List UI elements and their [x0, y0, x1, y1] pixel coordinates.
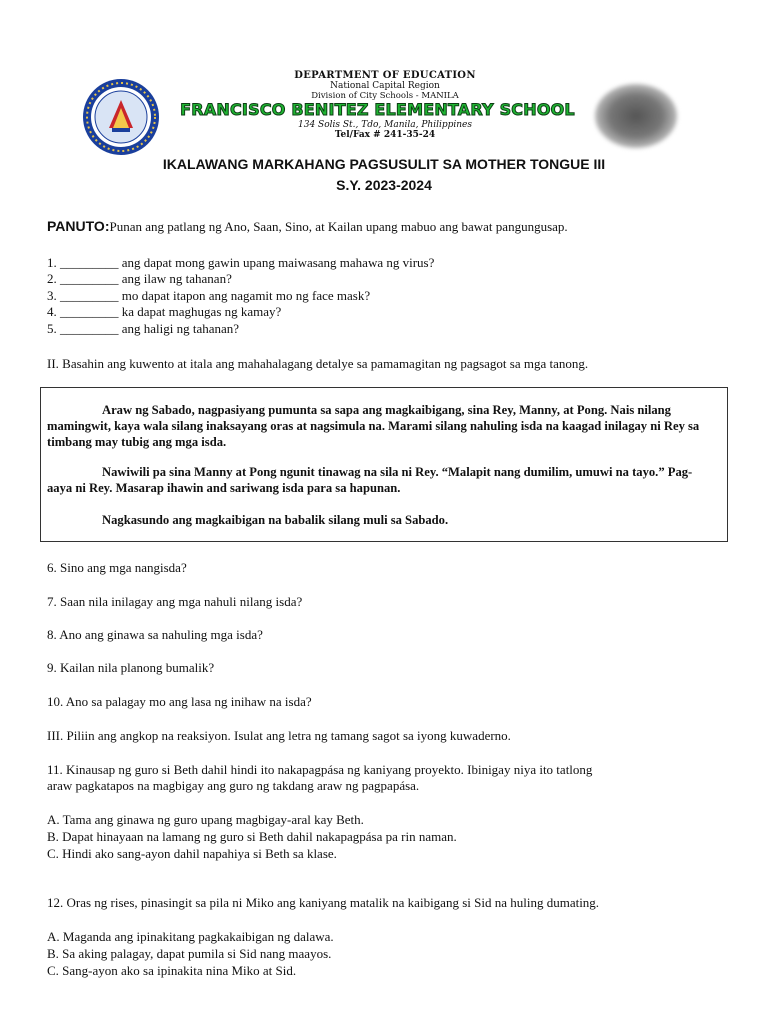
story-paragraph-1: Araw ng Sabado, nagpasiyang pumunta sa sapa ang magkaibigang, sina Rey, Manny, at Pong. Nais nilang mamingwit, kaya wala silang inaksayang oras at nagsimula na. Marami silang nahuling isda na kaagad inilagay ni Rey sa timbang may tubig ang mga isda.: [47, 403, 700, 449]
story-paragraph-3: Nagkasundo ang magkaibigan na babalik silang muli sa Sabado.: [102, 513, 449, 527]
panuto-instruction: Punan ang patlang ng Ano, Saan, Sino, at Kailan upang mabuo ang bawat pangungusap.: [109, 219, 568, 234]
question-9: 9. Kailan nila planong bumalik?: [47, 660, 215, 675]
q12-choice-b: B. Sa aking palagay, dapat pumila si Sid nang maayos.: [47, 946, 332, 961]
question-8: 8. Ano ang ginawa sa nahuling mga isda?: [47, 627, 263, 642]
department-name: DEPARTMENT OF EDUCATION: [294, 70, 476, 81]
division-name: Division of City Schools - MANILA: [311, 91, 459, 101]
question-7: 7. Saan nila inilagay ang mga nahuli nilang isda?: [47, 594, 303, 609]
question-3: 3. _________ mo dapat itapon ang nagamit mo ng face mask?: [47, 288, 371, 303]
question-5: 5. _________ ang haligi ng tahanan?: [47, 321, 240, 336]
part3-instruction: III. Piliin ang angkop na reaksiyon. Isulat ang letra ng tamang sagot sa iyong kuwaderno.: [47, 728, 511, 743]
school-name: FRANCISCO BENITEZ ELEMENTARY SCHOOL: [180, 100, 575, 119]
school-year: S.Y. 2023-2024: [336, 177, 432, 193]
q11-choice-b: B. Dapat hinayaan na lamang ng guro si Beth dahil nakapagpása pa rin naman.: [47, 829, 457, 844]
q12-choice-a: A. Maganda ang ipinakitang pagkakaibigan ng dalawa.: [47, 929, 334, 944]
question-1: 1. _________ ang dapat mong gawin upang maiwasang mahawa ng virus?: [47, 255, 435, 270]
question-10: 10. Ano sa palagay mo ang lasa ng inihaw na isda?: [47, 694, 312, 709]
question-6: 6. Sino ang mga nangisda?: [47, 560, 187, 575]
school-tel: Tel/Fax # 241-35-24: [334, 130, 436, 140]
deped-seal-icon: [82, 78, 160, 156]
exam-title: IKALAWANG MARKAHANG PAGSUSULIT SA MOTHER TONGUE III: [162, 156, 606, 172]
question-11-line-1: 11. Kinausap ng guro si Beth dahil hindi ito nakapagpása ng kaniyang proyekto. Ibinigay niya ito tatlong: [47, 762, 593, 777]
question-2: 2. _________ ang ilaw ng tahanan?: [47, 271, 232, 286]
part2-instruction: II. Basahin ang kuwento at itala ang mahahalagang detalye sa pamamagitan ng pagsagot sa mga tanong.: [47, 356, 589, 371]
school-address: 134 Solis St., Tdo, Manila, Philippines: [298, 120, 472, 130]
question-4: 4. _________ ka dapat maghugas ng kamay?: [47, 304, 282, 319]
panuto-line: [47, 218, 568, 235]
story-paragraph-2: Nawiwili pa sina Manny at Pong ngunit tinawag na sila ni Rey. “Malapit nang dumilim, umuwi na tayo.” Pag-aaya ni Rey. Masarap ihawin and sariwang isda para sa hapunan.: [47, 465, 693, 495]
q11-choice-a: A. Tama ang ginawa ng guro upang magbigay-aral kay Beth.: [47, 812, 364, 827]
question-11-line-2: araw pagkatapos na magbigay ang guro ng takdang araw ng pagpapása.: [47, 778, 420, 793]
q11-choice-c: C. Hindi ako sang-ayon dahil napahiya si Beth sa klase.: [47, 846, 337, 861]
region-name: National Capital Region: [330, 81, 440, 91]
school-logo: [595, 84, 677, 148]
q12-choice-c: C. Sang-ayon ako sa ipinakita nina Miko at Sid.: [47, 963, 297, 978]
panuto-label: PANUTO:: [47, 218, 110, 234]
question-12: 12. Oras ng rises, pinasingit sa pila ni Miko ang kaniyang matalik na kaibigang si Sid na huling dumating.: [47, 895, 600, 910]
